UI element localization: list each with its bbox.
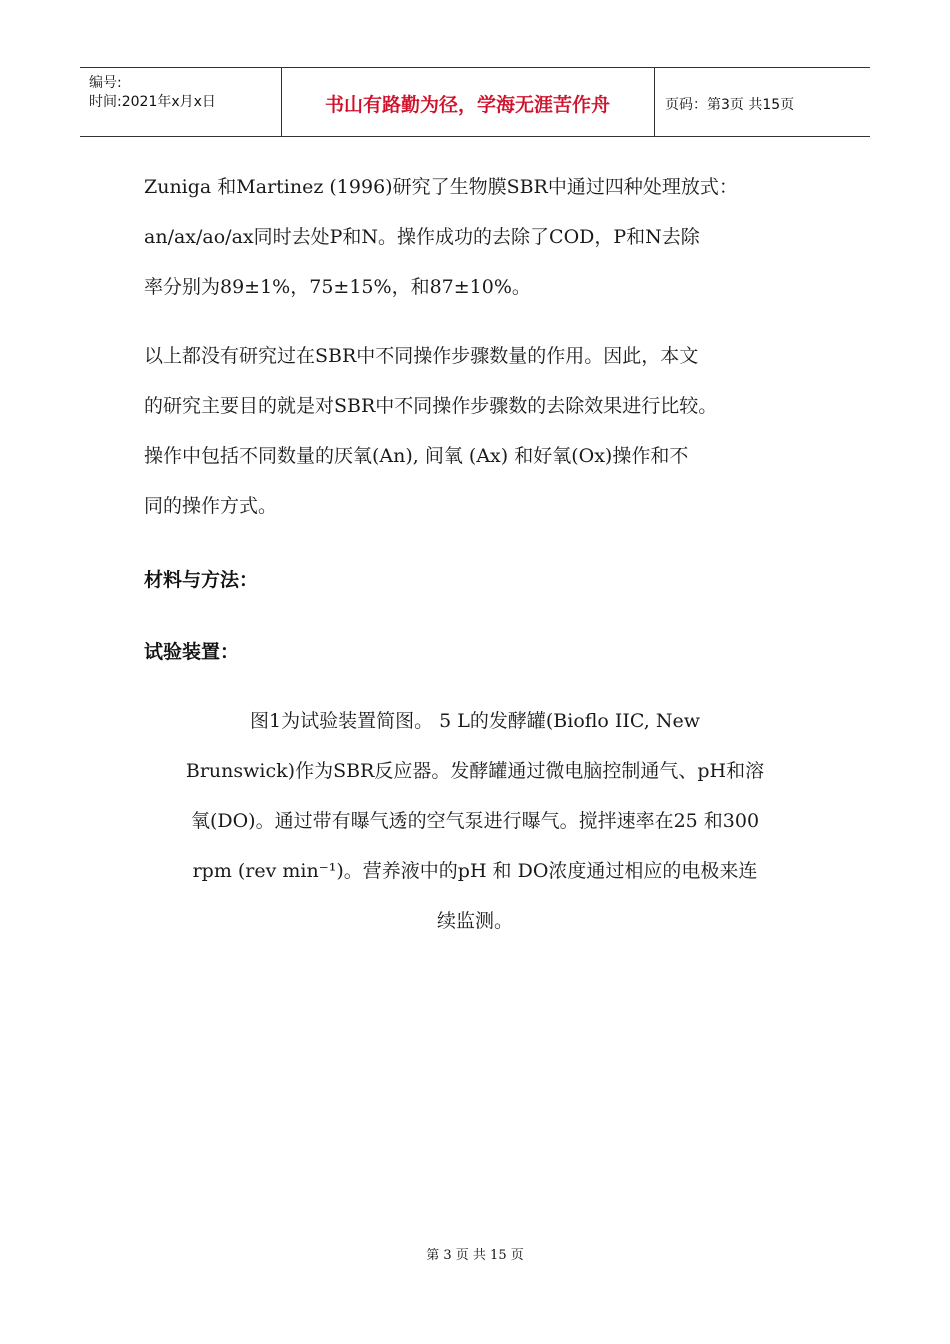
page-header xyxy=(80,67,870,137)
page-footer: 第 3 页 共 15 页 xyxy=(426,1248,524,1263)
paragraph-apparatus xyxy=(100,696,850,946)
header-page-cell xyxy=(655,68,870,136)
paragraph-zuniga xyxy=(144,162,738,312)
text-line: 率分别为89±1%，75±15%，和87±10%。 xyxy=(144,276,531,298)
text-line: an/ax/ao/ax同时去处P和N。操作成功的去除了COD，P和N去除 xyxy=(144,226,700,248)
text-line: 同的操作方式。 xyxy=(144,495,278,517)
section-heading-apparatus: 试验装置： xyxy=(144,641,240,663)
header-meta-cell xyxy=(80,68,282,136)
text-line: 的研究主要目的就是对SBR中不同操作步骤数的去除效果进行比较。 xyxy=(144,395,718,417)
document-date: 时间:2021年x月x日 xyxy=(89,94,216,110)
text-line: Brunswick)作为SBR反应器。发酵罐通过微电脑控制通气、pH和溶 xyxy=(185,760,765,782)
text-line: rpm (rev min⁻¹)。营养液中的pH 和 DO浓度通过相应的电极来连 xyxy=(192,860,758,882)
header-motto-cell xyxy=(281,68,655,136)
text-line: Zuniga 和Martinez (1996)研究了生物膜SBR中通过四种处理放式： xyxy=(144,176,738,198)
paragraph-objective xyxy=(144,331,717,531)
text-line: 图1为试验装置简图。 5 L的发酵罐(Bioflo IIC, New xyxy=(250,710,700,732)
section-heading-materials-methods: 材料与方法： xyxy=(144,569,259,591)
document-number-label: 编号: xyxy=(89,75,122,91)
header-motto: 书山有路勤为径，学海无涯苦作舟 xyxy=(324,94,610,116)
text-line: 续监测。 xyxy=(436,910,513,932)
header-page-info: 页码：第3页 共15页 xyxy=(665,97,795,113)
text-line: 操作中包括不同数量的厌氧(An), 间氧 (Ax) 和好氧(Ox)操作和不 xyxy=(144,445,689,467)
text-line: 氧(DO)。通过带有曝气透的空气泵进行曝气。搅拌速率在25 和300 xyxy=(190,810,760,832)
text-line: 以上都没有研究过在SBR中不同操作步骤数量的作用。因此，本文 xyxy=(144,345,699,367)
